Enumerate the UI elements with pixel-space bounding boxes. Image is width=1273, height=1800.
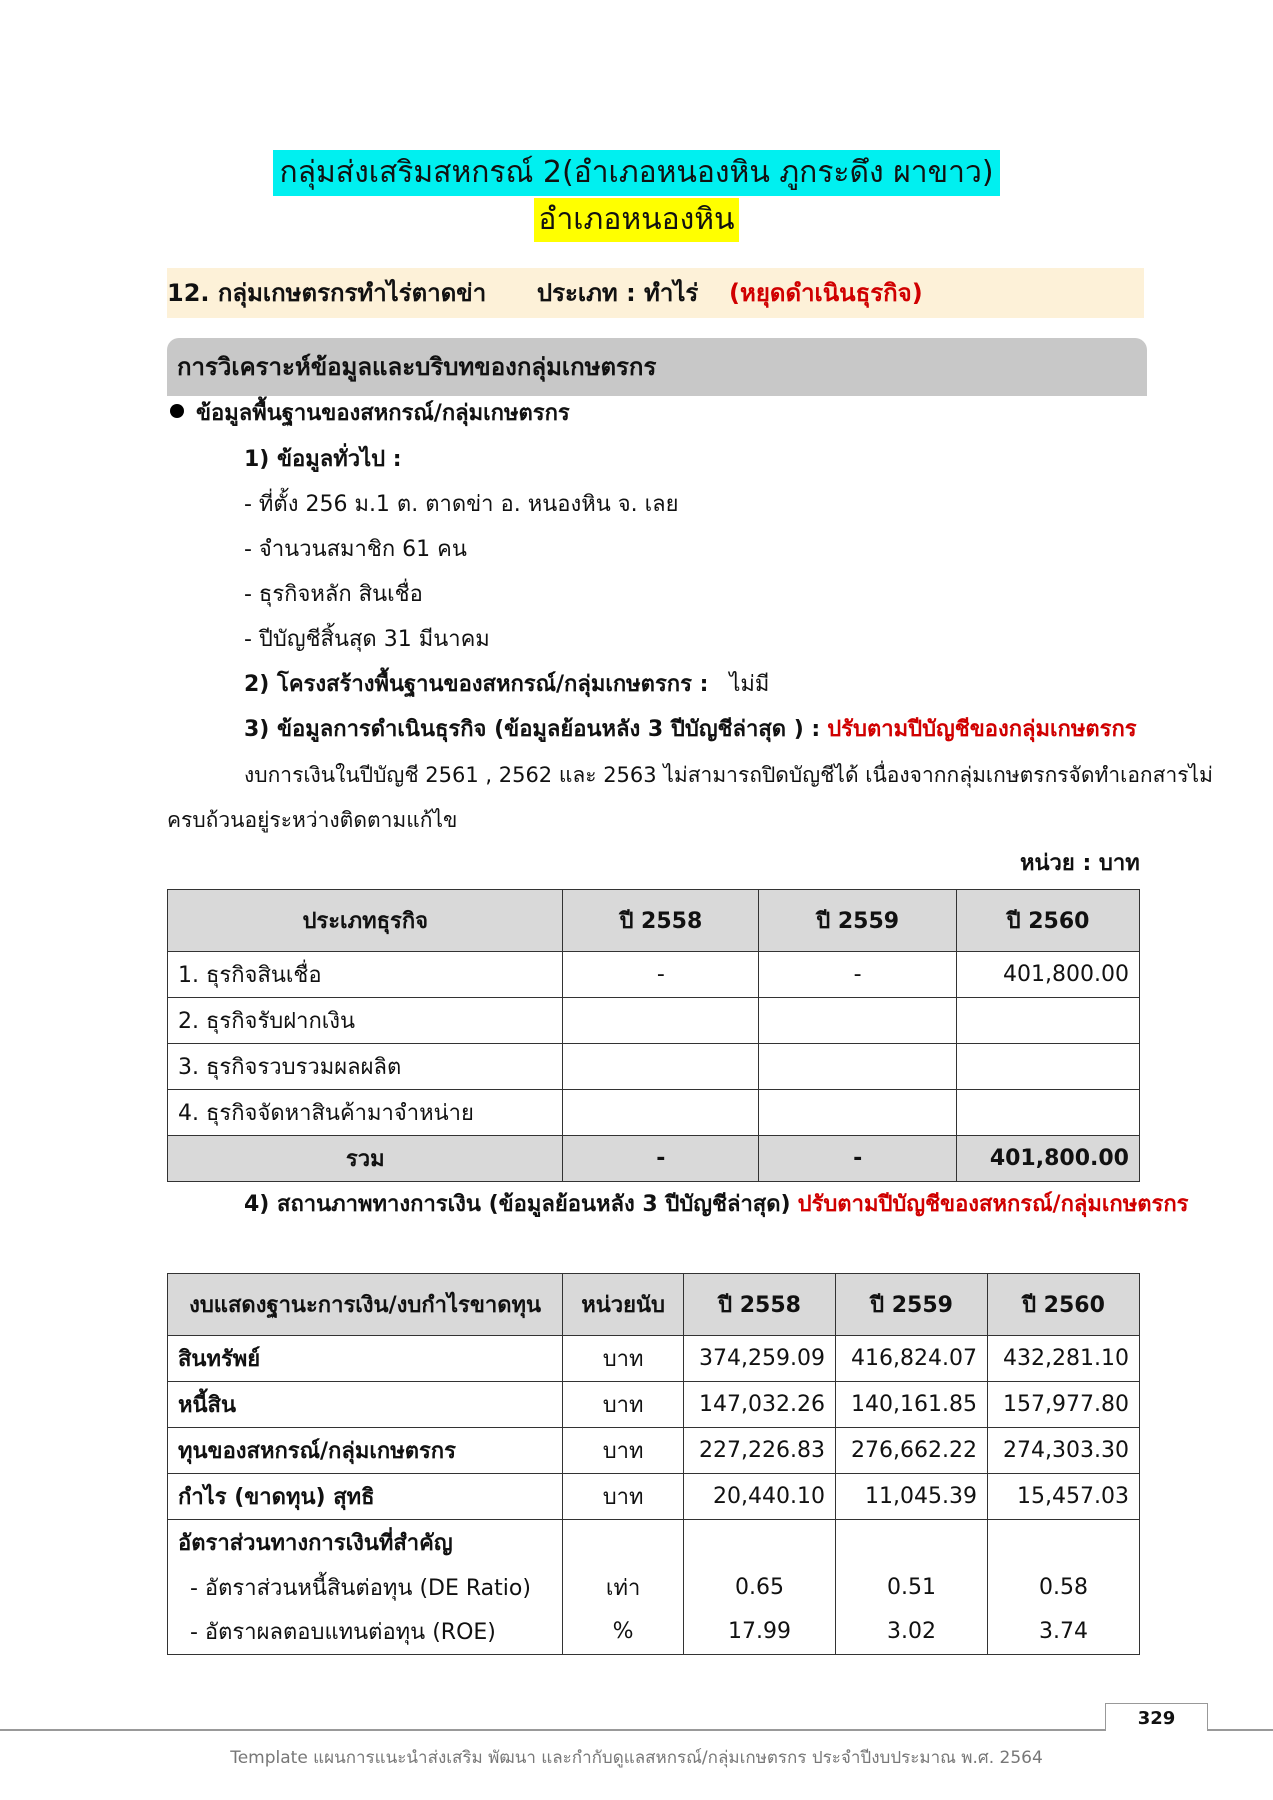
table-cell: 416,824.07	[836, 1336, 988, 1382]
table-row	[168, 1474, 1140, 1520]
table-cell: 4. ธุรกิจจัดหาสินค้ามาจำหน่าย	[168, 1090, 563, 1136]
group-status: (หยุดดำเนินธุรกิจ)	[729, 279, 923, 307]
table-row	[168, 1382, 1140, 1428]
members-text: - จำนวนสมาชิก 61 คน	[244, 537, 467, 562]
section-title: การวิเคราะห์ข้อมูลและบริบทของกลุ่มเกษตรกร	[167, 338, 1147, 396]
table-cell: 401,800.00	[957, 1136, 1140, 1182]
table-cell	[957, 1090, 1140, 1136]
header-cell: หน่วยนับ	[563, 1274, 684, 1336]
infra-heading: 2) โครงสร้างพื้นฐานของสหกรณ์/กลุ่มเกษตรกร :	[244, 672, 709, 697]
footer-text: Template แผนการแนะนำส่งเสริม พัฒนา และกำกับดูแลสหกรณ์/กลุ่มเกษตรกร ประจำปีงบประมาณ พ.ศ. 2564	[230, 1748, 1043, 1768]
table-cell	[957, 1044, 1140, 1090]
table-cell	[563, 1090, 759, 1136]
header-cell: งบแสดงฐานะการเงิน/งบกำไรขาดทุน	[168, 1274, 563, 1336]
table-cell: บาท	[563, 1428, 684, 1474]
table-row	[168, 1090, 1140, 1136]
table-cell: บาท	[563, 1474, 684, 1520]
table-row	[168, 1336, 1140, 1382]
table-cell: บาท	[563, 1382, 684, 1428]
table-cell	[988, 1520, 1140, 1565]
ops-heading: 3) ข้อมูลการดำเนินธุรกิจ (ข้อมูลย้อนหลัง 3 ปีบัญชีล่าสุด ) :	[244, 717, 821, 742]
finance-heading-line	[244, 1190, 1188, 1220]
ratio-heading: อัตราส่วนทางการเงินที่สำคัญ	[168, 1520, 563, 1565]
group-header	[167, 268, 1144, 318]
table-cell: บาท	[563, 1336, 684, 1382]
group-type: ประเภท : ทำไร่	[536, 279, 699, 307]
basic-info-heading: ข้อมูลพื้นฐานของสหกรณ์/กลุ่มเกษตรกร	[170, 399, 570, 429]
table-cell: -	[563, 952, 759, 998]
table-cell	[957, 998, 1140, 1044]
paragraph-line-2: ครบถ้วนอยู่ระหว่างติดตามแก้ไข	[167, 808, 458, 832]
infra-line	[244, 670, 769, 700]
table-cell: 274,303.30	[988, 1428, 1140, 1474]
infra-value: ไม่มี	[729, 672, 770, 697]
table-cell: -	[563, 1136, 759, 1182]
bullet-icon	[170, 404, 184, 418]
page-title-block	[0, 150, 1273, 242]
table-cell: 2. ธุรกิจรับฝากเงิน	[168, 998, 563, 1044]
table-cell: -	[759, 952, 957, 998]
header-cell: ประเภทธุรกิจ	[168, 890, 563, 952]
ops-line	[244, 715, 1137, 745]
business-table-header	[168, 890, 1140, 952]
table-cell: 20,440.10	[684, 1474, 836, 1520]
table-cell: กำไร (ขาดทุน) สุทธิ	[168, 1474, 563, 1520]
table-cell: 15,457.03	[988, 1474, 1140, 1520]
table-cell	[563, 1044, 759, 1090]
table-cell: 3. ธุรกิจรวบรวมผลผลิต	[168, 1044, 563, 1090]
finance-heading: 4) สถานภาพทางการเงิน (ข้อมูลย้อนหลัง 3 ปีบัญชีล่าสุด)	[244, 1192, 791, 1217]
table-cell: 3.74	[988, 1610, 1140, 1655]
table-row	[168, 1565, 1140, 1610]
table-cell: 17.99	[684, 1610, 836, 1655]
table-row	[168, 1044, 1140, 1090]
general-info-heading: 1) ข้อมูลทั่วไป :	[244, 447, 402, 472]
group-name: 12. กลุ่มเกษตรกรทำไร่ตาดข่า	[167, 279, 487, 307]
header-cell: ปี 2558	[563, 890, 759, 952]
footer-divider	[0, 1729, 1273, 1731]
table-cell: 3.02	[836, 1610, 988, 1655]
table-cell: 227,226.83	[684, 1428, 836, 1474]
table-cell: 140,161.85	[836, 1382, 988, 1428]
table-cell: 157,977.80	[988, 1382, 1140, 1428]
table-cell	[759, 1090, 957, 1136]
business-table	[167, 889, 1140, 1182]
table-cell	[563, 1520, 684, 1565]
table-cell: หนี้สิน	[168, 1382, 563, 1428]
table-row	[168, 998, 1140, 1044]
ops-note: ปรับตามปีบัญชีของกลุ่มเกษตรกร	[827, 717, 1137, 742]
location-text: - ที่ตั้ง 256 ม.1 ต. ตาดข่า อ. หนองหิน จ. เลย	[244, 492, 679, 517]
table-cell: 147,032.26	[684, 1382, 836, 1428]
table-cell: 401,800.00	[957, 952, 1140, 998]
table-cell	[759, 998, 957, 1044]
paragraph-line-1: งบการเงินในปีบัญชี 2561 , 2562 และ 2563 ไม่สามารถปิดบัญชีได้ เนื่องจากกลุ่มเกษตรกรจัดทำเอกสารไม่	[244, 763, 1213, 787]
page-number: 329	[1105, 1703, 1208, 1731]
table-cell: 432,281.10	[988, 1336, 1140, 1382]
table-cell: 374,259.09	[684, 1336, 836, 1382]
table-row	[168, 1610, 1140, 1655]
table-cell: %	[563, 1610, 684, 1655]
finance-note: ปรับตามปีบัญชีของสหกรณ์/กลุ่มเกษตรกร	[797, 1192, 1189, 1217]
table-row	[168, 952, 1140, 998]
table-cell: 0.65	[684, 1565, 836, 1610]
table-cell: รวม	[168, 1136, 563, 1182]
header-cell: ปี 2560	[957, 890, 1140, 952]
table-cell: เท่า	[563, 1565, 684, 1610]
table-cell: - อัตราส่วนหนี้สินต่อทุน (DE Ratio)	[168, 1565, 563, 1610]
header-cell: ปี 2560	[988, 1274, 1140, 1336]
main-business-text: - ธุรกิจหลัก สินเชื่อ	[244, 582, 423, 607]
table-cell: สินทรัพย์	[168, 1336, 563, 1382]
table-cell: 11,045.39	[836, 1474, 988, 1520]
total-row	[168, 1136, 1140, 1182]
header-cell: ปี 2559	[836, 1274, 988, 1336]
table-cell: 0.58	[988, 1565, 1140, 1610]
table-cell	[759, 1044, 957, 1090]
table-cell: 276,662.22	[836, 1428, 988, 1474]
table-cell	[836, 1520, 988, 1565]
fiscal-year-text: - ปีบัญชีสิ้นสุด 31 มีนาคม	[244, 627, 490, 652]
title-line-1: กลุ่มส่งเสริมสหกรณ์ 2(อำเภอหนองหิน ภูกระดึง ผาขาว)	[273, 150, 999, 196]
finance-table-header	[168, 1274, 1140, 1336]
table-cell	[563, 998, 759, 1044]
table-cell: 0.51	[836, 1565, 988, 1610]
table-cell: - อัตราผลตอบแทนต่อทุน (ROE)	[168, 1610, 563, 1655]
header-cell: ปี 2558	[684, 1274, 836, 1336]
unit-label: หน่วย : บาท	[1020, 851, 1140, 876]
ratio-heading-row	[168, 1520, 1140, 1565]
finance-table	[167, 1273, 1140, 1655]
table-cell: 1. ธุรกิจสินเชื่อ	[168, 952, 563, 998]
table-cell	[684, 1520, 836, 1565]
header-cell: ปี 2559	[759, 890, 957, 952]
table-row	[168, 1428, 1140, 1474]
title-line-2: อำเภอหนองหิน	[534, 198, 738, 242]
table-cell: ทุนของสหกรณ์/กลุ่มเกษตรกร	[168, 1428, 563, 1474]
table-cell: -	[759, 1136, 957, 1182]
